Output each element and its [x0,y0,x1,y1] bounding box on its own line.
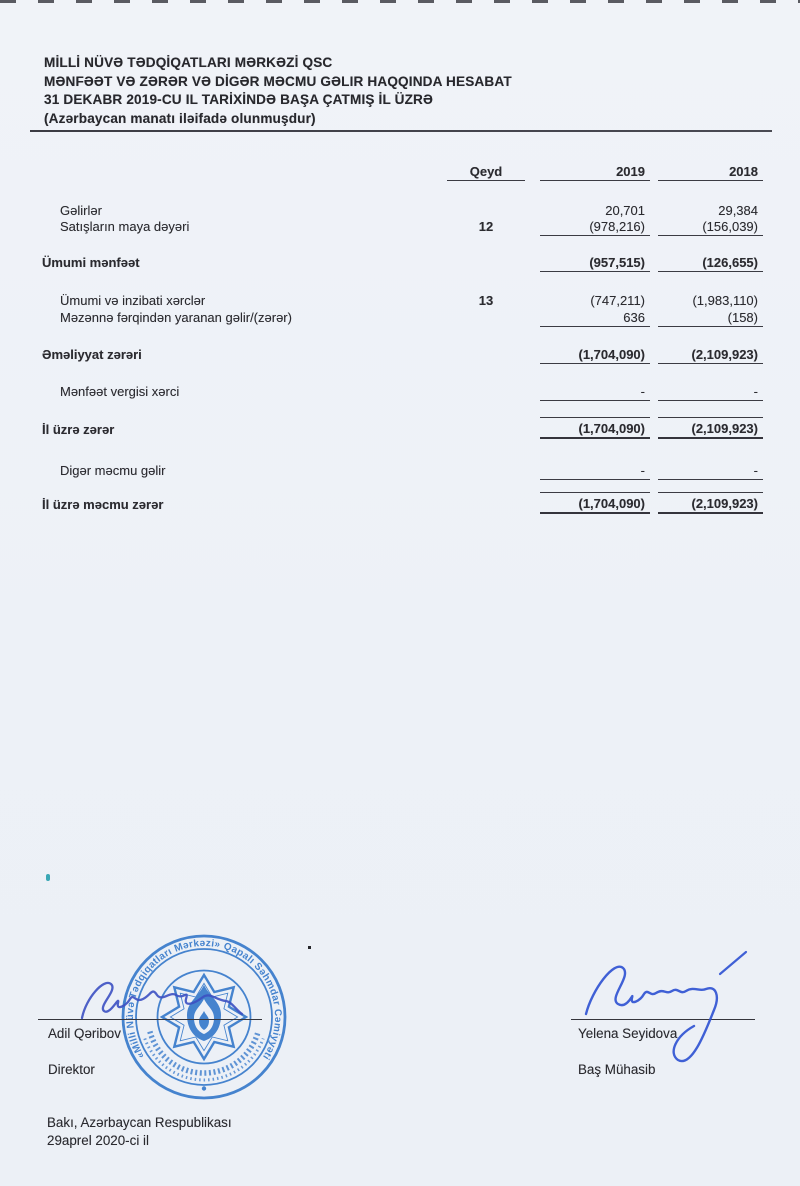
table-row-loss-for-year: İl üzrə zərər (1,704,090) (2,109,923) [40,417,763,439]
table-row-total-comprehensive-loss: İl üzrə məcmu zərər (1,704,090) (2,109,923) [40,492,763,514]
table-row-operating-loss: Əməliyyat zərəri (1,704,090) (2,109,923) [40,347,763,364]
signer-name-left: Adil Qəribov [48,1026,121,1041]
table-row-income-tax: Mənfəət vergisi xərci - - [40,384,763,401]
table-row-cost-of-sales: Satışların maya dəyəri 12 (978,216) (156,039) [40,219,763,236]
signer-title-right: Baş Mühasib [578,1062,656,1077]
currency-note: (Azərbaycan manatı iləifadə olunmuşdur) [44,110,316,126]
header-rule [30,130,772,132]
table-row-admin-expenses: Ümumi və inzibati xərclər 13 (747,211) (1,983,110) [60,293,758,308]
ink-speck [308,946,311,949]
signer-name-right: Yelena Seyidova [578,1026,678,1041]
report-title: MƏNFƏƏT VƏ ZƏRƏR VƏ DİGƏR MƏCMU GƏLIR HAQQINDA HESABAT [44,73,512,89]
footer-date: 29aprel 2020-ci il [47,1133,149,1148]
table-row-revenue: Gəlirlər 20,701 29,384 [60,203,758,218]
signer-title-left: Direktor [48,1062,95,1077]
scan-edge-artifact [0,0,800,3]
ink-speck [46,874,50,881]
signature-director [66,970,276,1030]
table-row-other-comprehensive-income: Digər məcmu gəlir - - [40,463,763,480]
report-period: 31 DEKABR 2019-CU IL TARİXİNDƏ BAŞA ÇATMIŞ İL ÜZRƏ [44,92,434,107]
company-name: MİLLİ NÜVƏ TƏDQİQATLARI MƏRKƏZİ QSC [44,55,333,70]
column-header-2018: 2018 [658,164,763,181]
column-header-note: Qeyd [447,164,525,181]
footer-place: Bakı, Azərbaycan Respublikası [47,1115,232,1130]
table-header-row [40,164,763,181]
table-row-gross-profit: Ümumi mənfəət (957,515) (126,655) [40,255,763,272]
column-header-2019: 2019 [540,164,650,181]
stamp-ring-text: «Milli Nüvə Tədqiqatları Mərkəzi» Qapalı Səhmdar Cəmiyyəti [124,937,284,1062]
report-header [44,54,764,128]
table-row-fx-gain-loss: Məzənnə fərqindən yaranan gəlir/(zərər) 636 (158) [40,310,763,327]
